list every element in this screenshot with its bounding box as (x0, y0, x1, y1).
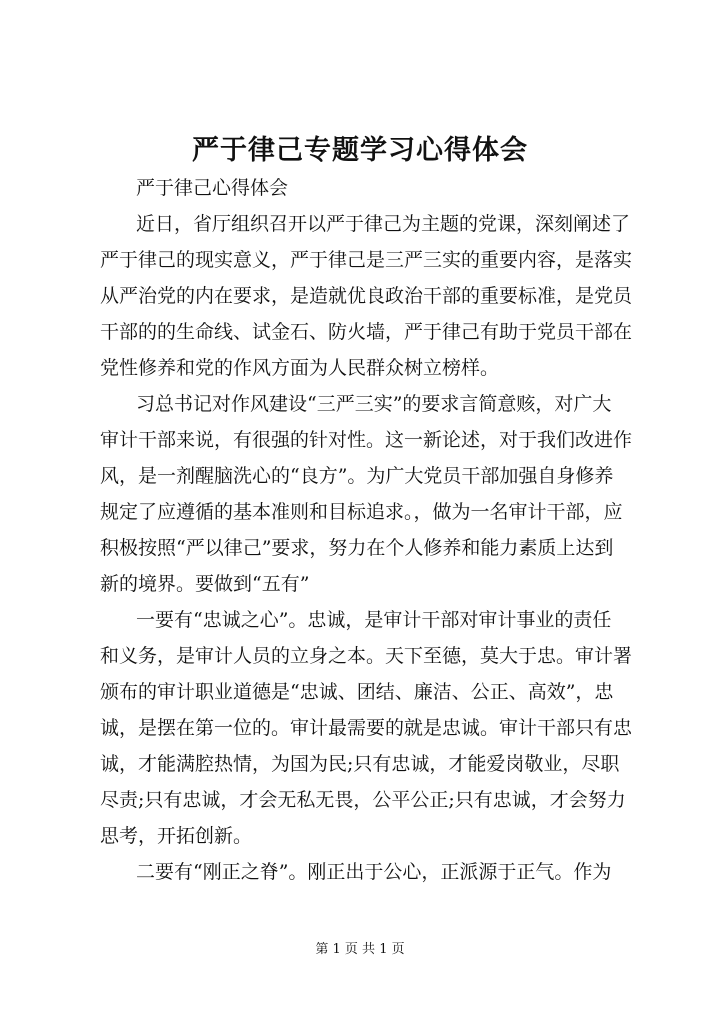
text-line: 诚，是摆在第一位的。审计最需要的就是忠诚。审计干部只有忠 (100, 717, 633, 739)
text-line: 风，是一剂醒脑洗心的“良方”。为广大党员干部加强自身修养 (100, 465, 614, 487)
text-line: 和义务，是审计人员的立身之本。天下至德，莫大于忠。审计署 (100, 645, 633, 667)
text-line: 颁布的审计职业道德是“忠诚、团结、廉洁、公正、高效”，忠 (100, 681, 614, 703)
text-line: 严于律己心得体会 (136, 177, 289, 199)
text-line: 严于律己的现实意义，严于律己是三严三实的重要内容，是落实 (100, 249, 633, 271)
text-line: 新的境界。要做到“五有” (100, 573, 310, 595)
text-line: 审计干部来说，有很强的针对性。这一新论述，对于我们改进作 (100, 429, 633, 451)
text-line: 思考，开拓创新。 (100, 825, 253, 847)
text-line: 一要有“忠诚之心”。忠诚，是审计干部对审计事业的责任 (136, 609, 612, 631)
document-title: 严于律己专题学习心得体会 (192, 135, 528, 166)
text-line: 干部的的生命线、试金石、防火墙，严于律己有助于党员干部在 (100, 321, 633, 343)
text-line: 积极按照“严以律己”要求，努力在个人修养和能力素质上达到 (100, 537, 614, 559)
text-line: 规定了应遵循的基本准则和目标追求。，做为一名审计干部，应 (100, 501, 623, 523)
text-line: 近日，省厅组织召开以严于律己为主题的党课，深刻阐述了 (136, 213, 631, 235)
text-line: 党性修养和党的作风方面为人民群众树立榜样。 (100, 357, 500, 379)
text-line: 习总书记对作风建设“三严三实”的要求言简意赅，对广大 (136, 393, 612, 415)
text-line: 从严治党的内在要求，是造就优良政治干部的重要标准，是党员 (100, 285, 633, 307)
text-line: 诚，才能满腔热情，为国为民;只有忠诚，才能爱岗敬业，尽职 (100, 753, 620, 775)
text-line: 尽责;只有忠诚，才会无私无畏，公平公正;只有忠诚，才会努力 (100, 789, 626, 811)
text-line: 二要有“刚正之脊”。刚正出于公心，正派源于正气。作为 (136, 861, 612, 883)
document-body (100, 170, 633, 890)
page-footer: 第 1 页 共 1 页 (315, 942, 405, 957)
